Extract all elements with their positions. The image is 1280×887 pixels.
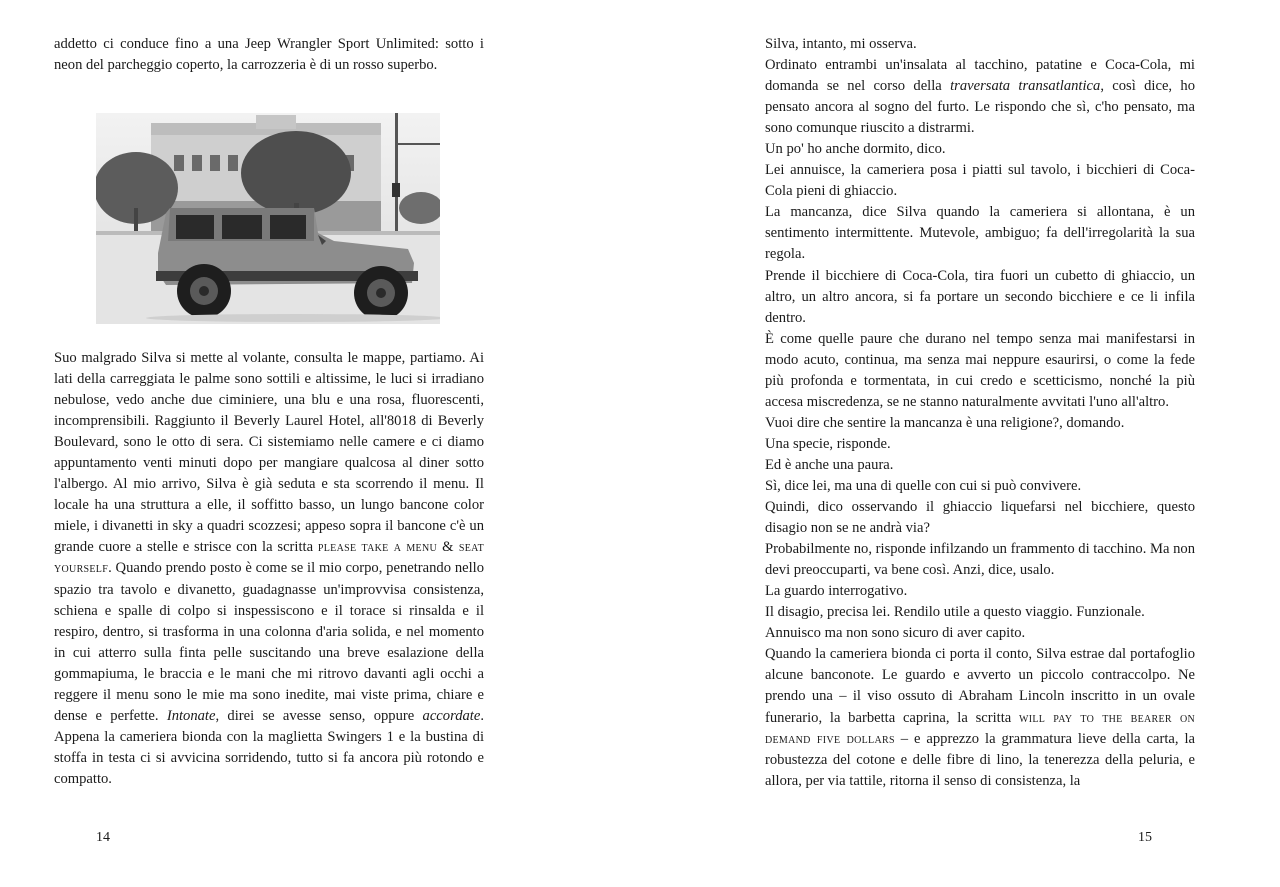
right-line: Prende il bicchiere di Coca-Cola, tira fuori un cubetto di ghiaccio, un altro, un altro ancora, si fa portare un secondo bicchiere e ce li infila dentro.	[765, 267, 1195, 326]
right-text-ordinato-end: , così dice, ho pensato ancora al sogno del furto. Le rispondo che sì, c'ho pensato, ma sono comunque riuscito a distrarmi.	[765, 78, 1195, 137]
right-line: Una specie, risponde.	[765, 435, 891, 452]
jeep-photo	[96, 113, 440, 324]
menu-sign-text: please take a menu & seat yourself	[54, 539, 484, 577]
left-intro-block	[54, 34, 484, 76]
right-line: Ed è anche una paura.	[765, 456, 894, 473]
right-text-conto-end: – e apprezzo la grammatura lieve della carta, la robustezza del cotone e delle fibre di lino, la tenerezza della peluria, e allora, per via tattile, ritorna il senso di consistenza, la	[765, 730, 1196, 789]
right-line: Lei annuisce, la cameriera posa i piatti sul tavolo, i bicchieri di Coca-Cola pieni di ghiaccio.	[765, 162, 1195, 200]
italic-intonate: Intonate	[166, 707, 216, 724]
left-main-block	[54, 348, 484, 790]
jeep-photo-icon	[96, 113, 440, 324]
banknote-text: will pay to the bearer on demand five dollars	[765, 709, 1195, 747]
left-main-paragraph	[54, 348, 484, 790]
right-main-block	[765, 34, 1195, 792]
right-paragraph-ordinato	[765, 55, 1195, 139]
right-paragraph-conto	[765, 644, 1195, 791]
right-line: Sì, dice lei, ma una di quelle con cui si può convivere.	[765, 477, 1082, 494]
left-main-text-3: , direi se avesse senso, oppure	[215, 707, 415, 724]
page-number-right: 15	[1138, 830, 1152, 845]
italic-traversata: traversata transatlantica	[950, 78, 1101, 95]
right-line: La mancanza, dice Silva quando la cameriera si allontana, è un sentimento intermittente. Mutevole, ambiguo; fa dell'irregolarità la sua regola.	[765, 204, 1195, 263]
right-line: Il disagio, precisa lei. Rendilo utile a questo viaggio. Funzionale.	[765, 604, 1145, 621]
italic-accordate: accordate	[422, 707, 481, 724]
right-line: Vuoi dire che sentire la mancanza è una religione?, domando.	[765, 414, 1125, 431]
right-line: Silva, intanto, mi osserva.	[765, 36, 917, 52]
right-line: Un po' ho anche dormito, dico.	[765, 141, 946, 158]
right-line: È come quelle paure che durano nel tempo senza mai manifestarsi in modo acuto, continua, ma senza mai neppure esaurirsi, o come la fede più profonda e tormentata, in cui credo e scetticismo, nonché la più accesa miscredenza, se ne stanno naturalmente avvitati l'uno all'altro.	[765, 330, 1195, 410]
left-main-text-2: . Quando prendo posto è come se il mio corpo, penetrando nello spazio tra tavolo e divanetto, guadagnasse un'improvvisa consistenza, schiena e spalle di colpo si inspessiscono e il torace si rinsalda e il respiro, dentro, si trasforma in una colonna d'aria solida, e nel momento in cui atterro sulla finta pelle suscitando una breve esalazione della gommapiuma, le braccia e le mani che mi ritrovo davanti agli occhi a reggere il menu sono le mie ma sono inedite, mai viste prima, chiare e dense e perfette.	[54, 560, 484, 724]
left-main-text-4: . Appena la cameriera bionda con la maglietta Swingers 1 e la bustina di stoffa in testa ci si avvicina sorridendo, tutto si fa ancora più rotondo e compatto.	[54, 707, 484, 787]
left-main-text-1: Suo malgrado Silva si mette al volante, consulta le mappe, partiamo. Ai lati della carreggiata le palme sono sottili e altissime, le luci si irradiano nebulose, vedo anche due ciminiere, una blu e una rosa, fluorescenti, incomprensibili. Raggiunto il Beverly Laurel Hotel, all'8018 di Beverly Boulevard, sono le otto di sera. Ci sistemiamo nelle camere e ci diamo appuntamento venti minuti dopo per mangiare qualcosa al diner sotto l'albergo. Al mio arrivo, Silva è già seduta e sta scorrendo il menu. Il locale ha una struttura a elle, il soffitto basso, un lungo bancone color miele, i divanetti in sky a quadri scozzesi; appeso sopra il bancone c'è un grande cuore a stelle e strisce con la scritta	[54, 350, 484, 556]
right-text-ordinato: Ordinato entrambi un'insalata al tacchino, patatine e Coca-Cola, mi domanda se nel corso della	[765, 57, 1195, 95]
right-line: Annuisco ma non sono sicuro di aver capito.	[765, 625, 1026, 642]
right-line: Quindi, dico osservando il ghiaccio liquefarsi nel bicchiere, questo disagio non se ne andrà via?	[765, 499, 1195, 537]
page-number-left: 14	[96, 830, 110, 845]
right-text-conto: Quando la cameriera bionda ci porta il conto, Silva estrae dal portafoglio alcune banconote. Le guardo e avverto un piccolo contraccolpo. Ne prendo una – il viso ossuto di Abraham Lincoln inscritto in un ovale funerario, la barbetta caprina, la scritta	[765, 646, 1195, 726]
right-line: Probabilmente no, risponde infilzando un frammento di tacchino. Ma non devi preoccuparti, va bene così. Anzi, dice, usalo.	[765, 541, 1196, 579]
right-line: La guardo interrogativo.	[765, 583, 908, 600]
left-intro-paragraph: addetto ci conduce fino a una Jeep Wrangler Sport Unlimited: sotto i neon del parcheggio coperto, la carrozzeria è di un rosso superbo.	[54, 36, 484, 74]
